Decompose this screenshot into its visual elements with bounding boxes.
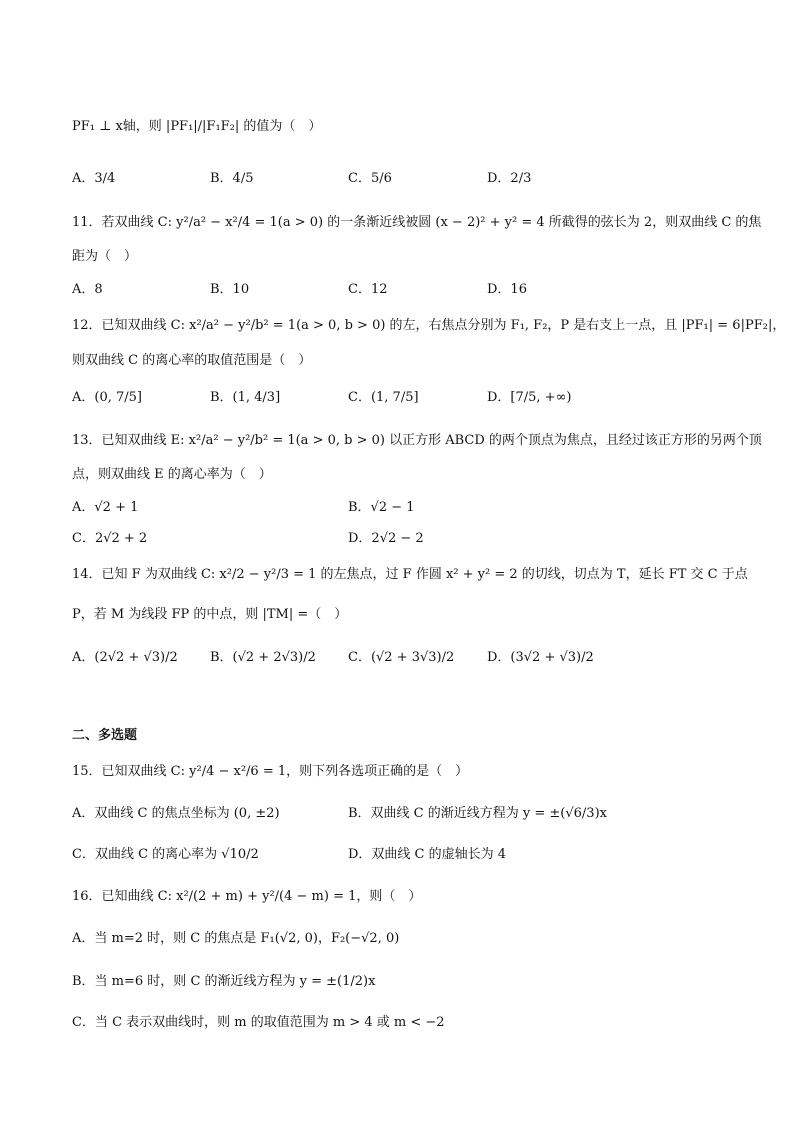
- q16-line-1: 16．已知曲线 C: x²/(2 + m) + y²/(4 − m) = 1，则（ ）: [72, 889, 422, 904]
- q11-line-2: 距为（ ）: [72, 249, 138, 264]
- q11-option-d: D．16: [487, 282, 527, 297]
- q16-option-a: A．当 m=2 时，则 C 的焦点是 F₁(√2, 0)，F₂(−√2, 0): [72, 931, 400, 946]
- q14-option-d: D．(3√2 + √3)/2: [487, 650, 594, 665]
- q10-option-b: B．4/5: [210, 171, 254, 186]
- q13-option-b: B．√2 − 1: [348, 500, 415, 515]
- q15-line-1: 15．已知双曲线 C: y²/4 − x²/6 = 1，则下列各选项正确的是（ ）: [72, 764, 469, 779]
- q11-option-c: C．12: [348, 282, 388, 297]
- q11-line-1: 11．若双曲线 C: y²/a² − x²/4 = 1(a > 0) 的一条渐近线被圆 (x − 2)² + y² = 4 所截得的弦长为 2，则双曲线 C 的焦: [72, 215, 762, 230]
- q14-line-1: 14．已知 F 为双曲线 C: x²/2 − y²/3 = 1 的左焦点，过 F 作圆 x² + y² = 2 的切线，切点为 T，延长 FT 交 C 于点: [72, 567, 748, 582]
- q13-line-2: 点，则双曲线 E 的离心率为（ ）: [72, 467, 272, 482]
- q14-line-2: P，若 M 为线段 FP 的中点，则 |TM| =（ ）: [72, 607, 348, 622]
- q12-option-b: B．(1, 4/3]: [210, 390, 281, 405]
- q13-option-c: C．2√2 + 2: [72, 531, 148, 546]
- section-heading: 二、多选题: [72, 728, 138, 743]
- q13-line-1: 13．已知双曲线 E: x²/a² − y²/b² = 1(a > 0, b > 0) 以正方形 ABCD 的两个顶点为焦点，且经过该正方形的另两个顶: [72, 433, 762, 448]
- q16-option-c: C．当 C 表示双曲线时，则 m 的取值范围为 m > 4 或 m < −2: [72, 1015, 445, 1030]
- q16-option-b: B．当 m=6 时，则 C 的渐近线方程为 y = ±(1/2)x: [72, 974, 376, 989]
- q10-tail: PF₁ ⊥ x轴，则 |PF₁|/|F₁F₂| 的值为（ ）: [72, 119, 322, 134]
- q10-option-c: C．5/6: [348, 171, 392, 186]
- q15-option-b: B．双曲线 C 的渐近线方程为 y = ±(√6/3)x: [348, 806, 607, 821]
- q13-option-d: D．2√2 − 2: [348, 531, 424, 546]
- q10-option-a: A．3/4: [72, 171, 116, 186]
- q11-option-b: B．10: [210, 282, 250, 297]
- q15-option-a: A．双曲线 C 的焦点坐标为 (0, ±2): [72, 806, 280, 821]
- q12-line-1: 12．已知双曲线 C: x²/a² − y²/b² = 1(a > 0, b > 0) 的左，右焦点分别为 F₁, F₂，P 是右支上一点，且 |PF₁| = 6|PF₂|，: [72, 318, 786, 333]
- q12-line-2: 则双曲线 C 的离心率的取值范围是（ ）: [72, 353, 312, 368]
- q15-option-d: D．双曲线 C 的虚轴长为 4: [348, 847, 507, 862]
- q10-option-d: D．2/3: [487, 171, 532, 186]
- q15-option-c: C．双曲线 C 的离心率为 √10/2: [72, 847, 259, 862]
- q14-option-b: B．(√2 + 2√3)/2: [210, 650, 316, 665]
- q12-option-a: A．(0, 7/5]: [72, 390, 142, 405]
- q13-option-a: A．√2 + 1: [72, 500, 139, 515]
- q14-option-c: C．(√2 + 3√3)/2: [348, 650, 455, 665]
- q12-option-c: C．(1, 7/5]: [348, 390, 419, 405]
- q12-option-d: D．[7/5, +∞): [487, 390, 572, 405]
- q14-option-a: A．(2√2 + √3)/2: [72, 650, 178, 665]
- q11-option-a: A．8: [72, 282, 103, 297]
